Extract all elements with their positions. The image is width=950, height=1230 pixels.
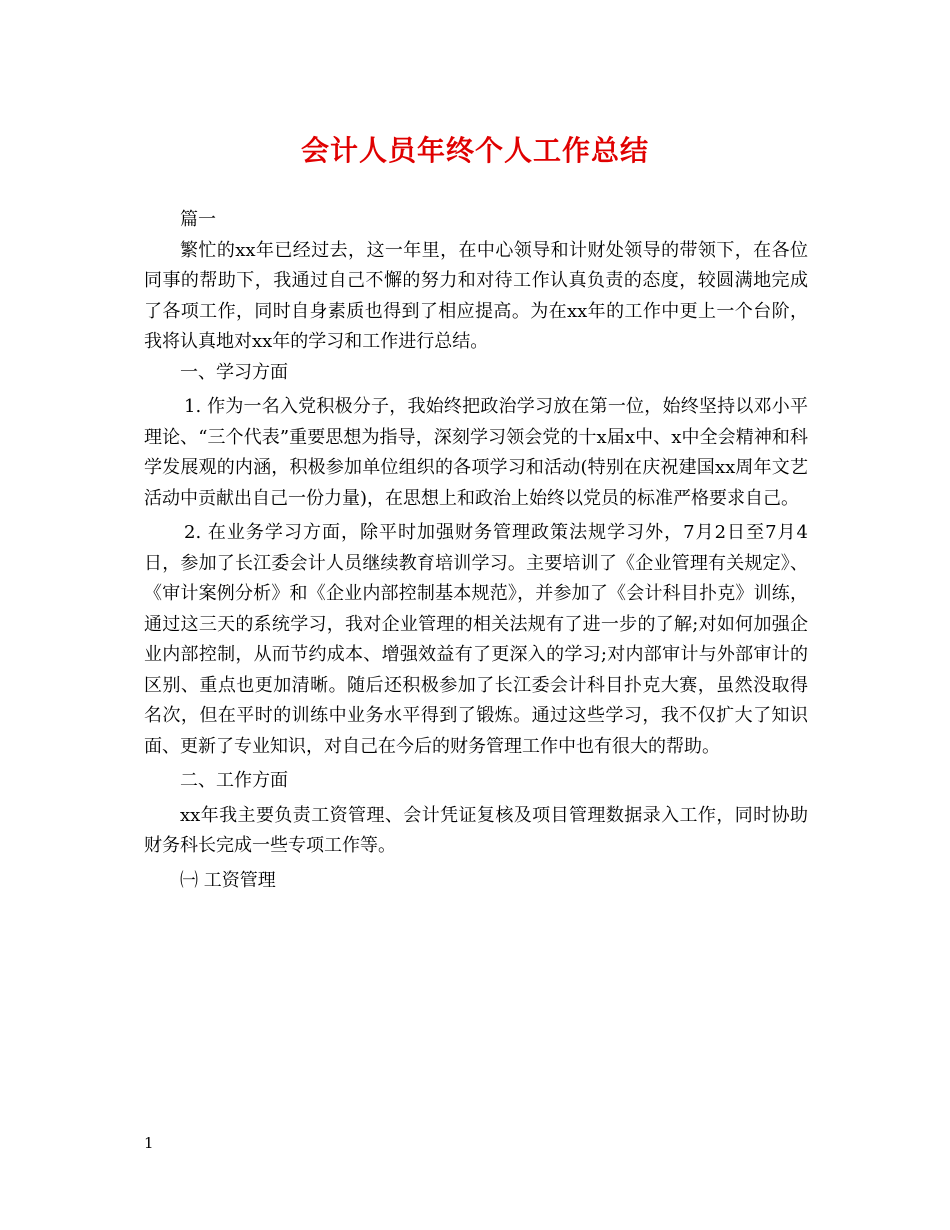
section-label-pian-yi: 篇一 bbox=[180, 209, 216, 230]
study-item-1: 1. 作为一名入党积极分子，我始终把政治学习放在第一位，始终坚持以邓小平理论、“三个代表”重要思想为指导，深刻学习领会党的十x届x中、x中全会精神和科学发展观的内涵，积极参加单位组织的各项学习和活动(特别在庆祝建国xx周年文艺活动中贡献出自己一份力量)，在思想上和政治上始终以党员的标准严格要求自己。 bbox=[144, 396, 808, 509]
heading-study: 一、学习方面 bbox=[180, 361, 288, 383]
work-paragraph: xx年我主要负责工资管理、会计凭证复核及项目管理数据录入工作，同时协助财务科长完成一些专项工作等。 bbox=[144, 804, 808, 856]
document-title: 会计人员年终个人工作总结 bbox=[300, 134, 649, 167]
heading-work: 二、工作方面 bbox=[180, 770, 288, 791]
document-body bbox=[144, 205, 808, 896]
study-item-2: 2. 在业务学习方面，除平时加强财务管理政策法规学习外，7月2日至7月4日，参加了长江委会计人员继续教育培训学习。主要培训了《企业管理有关规定》、《审计案例分析》和《企业内部控制基本规范》，并参加了《会计科目扑克》训练，通过这三天的系统学习，我对企业管理的相关法规有了进一步的了解;对如何加强企业内部控制，从而节约成本、增强效益有了更深入的学习;对内部审计与外部审计的区别、重点也更加清晰。随后还积极参加了长江委会计科目扑克大赛，虽然没取得名次，但在平时的训练中业务水平得到了锻炼。通过这些学习，我不仅扩大了知识面、更新了专业知识，对自己在今后的财务管理工作中也有很大的帮助。 bbox=[144, 522, 808, 757]
subheading-salary: ㈠ 工资管理 bbox=[180, 869, 276, 891]
page-number: 1 bbox=[144, 1134, 154, 1152]
intro-paragraph: 繁忙的xx年已经过去，这一年里，在中心领导和计财处领导的带领下，在各位同事的帮助下，我通过自己不懈的努力和对待工作认真负责的态度，较圆满地完成了各项工作，同时自身素质也得到了相应提高。为在xx年的工作中更上一个台阶，我将认真地对xx年的学习和工作进行总结。 bbox=[144, 239, 808, 352]
